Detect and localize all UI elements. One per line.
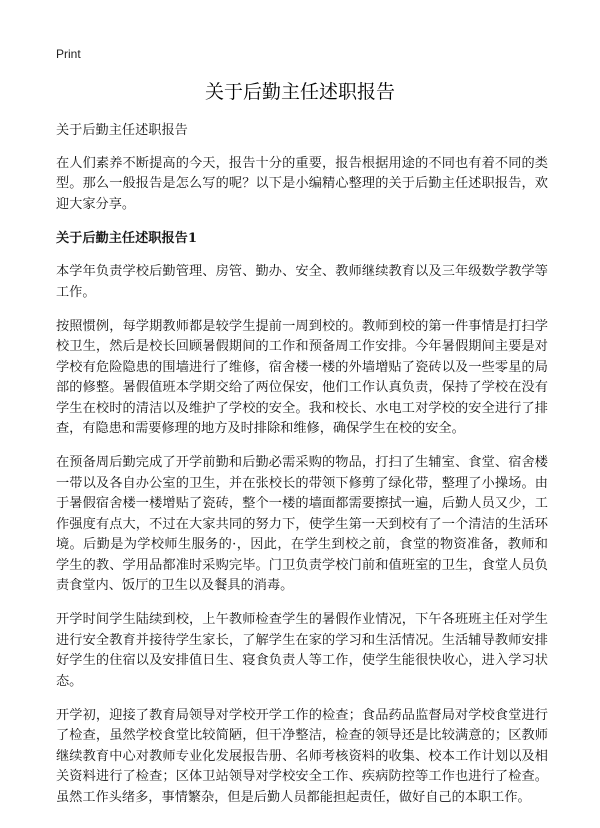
body-paragraph-1: 本学年负责学校后勤管理、房管、勤办、安全、教师继续教育以及三年级数学教学等工作。 — [56, 264, 548, 300]
body-paragraph-3: 在预备周后勤完成了开学前勤和后勤必需采购的物品，打扫了生辅室、食堂、宿舍楼一带以及各自办公室的卫生，并在张校长的带领下修剪了绿化带，整理了小操场。由于暑假宿舍楼一楼增贴了瓷砖，整个一楼的墙面都需要擦拭一遍，后勤人员又少，工作强度有点大，不过在大家共同的努力下，使学生第一天到校有了一个清洁的生活环境。后勤是为学校师生服务的·，因此，在学生到校之前，食堂的物资准备，教师和学生的教、学用品都准时采购完毕。门卫负责学校门前和值班室的卫生，食堂人员负责食堂内、饭厅的卫生以及餐具的消毒。 — [56, 455, 548, 593]
body-paragraph-4: 开学时间学生陆续到校，上午教师检查学生的暑假作业情况，下午各班班主任对学生进行安全教育并接待学生家长，了解学生在家的学习和生活情况。生活辅导教师安排好学生的住宿以及安排值日生、寝食负责人等工作，使学生能很快收心，进入学习状态。 — [56, 612, 548, 689]
section-heading: 关于后勤主任述职报告1 — [56, 230, 198, 246]
document-subtitle: 关于后勤主任述职报告 — [56, 123, 188, 138]
body-paragraph-2: 按照惯例，每学期教师都是较学生提前一周到校的。教师到校的第一件事情是打扫学校卫生，然后是校长回顾暑假期间的工作和预备周工作安排。今年暑假期间主要是对学校有危险隐患的围墙进行了维修，宿舍楼一楼的外墙增贴了瓷砖以及一些零星的局部的修整。暑假值班本学期交给了两位保安，他们工作认真负责，保持了学校在没有学生在校时的清洁以及维护了学校的安全。我和校长、水电工对学校的安全进行了排查，有隐患和需要修理的地方及时排除和维修，确保学生在校的安全。 — [56, 318, 548, 436]
print-link[interactable]: Print — [56, 47, 81, 61]
body-paragraph-5: 开学初，迎接了教育局领导对学校开学工作的检查；食品药品监督局对学校食堂进行了检查，虽然学校食堂比较简陋，但干净整洁，检查的领导还是比较满意的；区教师继续教育中心对教师专业化发展报告册、名师考核资料的收集、校本工作计划以及相关资料进行了检查；区体卫站领导对学校安全工作、疾病防控等工作也进行了检查。虽然工作头绪多，事情繁杂，但是后勤人员都能担起责任，做好自己的本职工作。 — [56, 707, 548, 805]
document-body — [56, 121, 548, 822]
document-title: 关于后勤主任述职报告 — [204, 81, 395, 103]
intro-paragraph: 在人们素养不断提高的今天，报告十分的重要，报告根据用途的不同也有着不同的类型。那么一般报告是怎么写的呢？以下是小编精心整理的关于后勤主任述职报告，欢迎大家分享。 — [56, 155, 548, 212]
